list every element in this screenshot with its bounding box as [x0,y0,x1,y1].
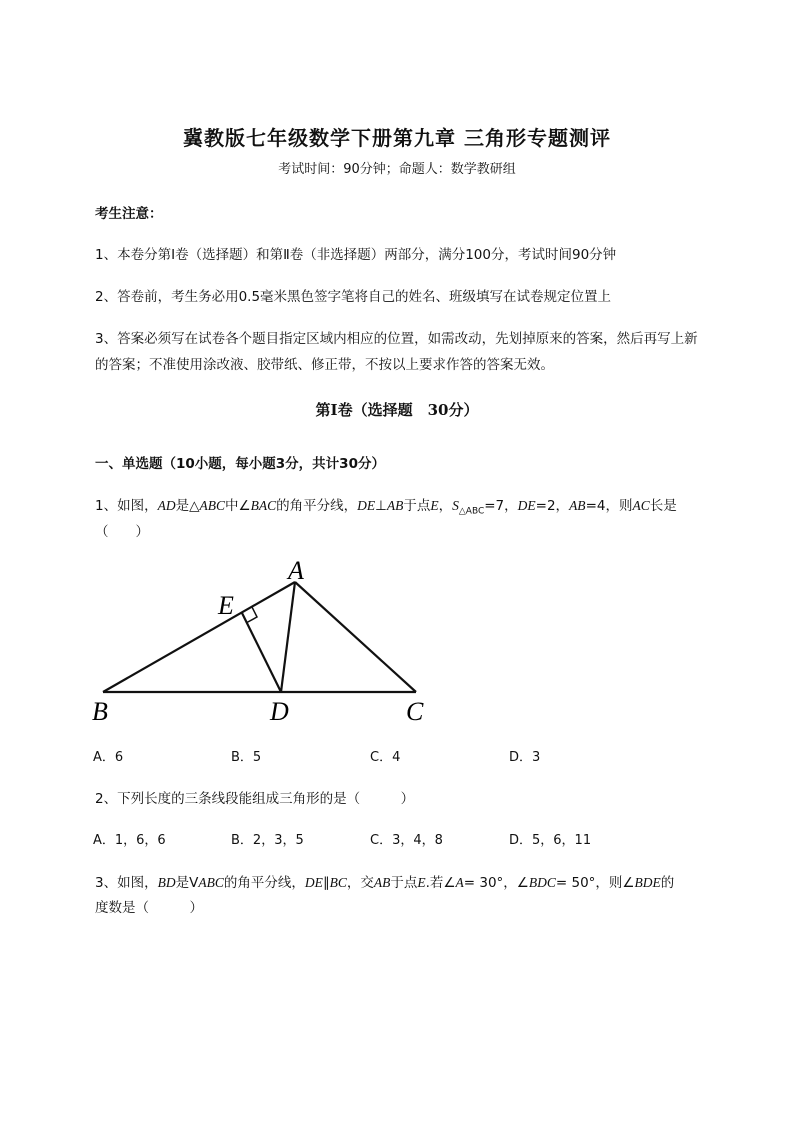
notice-heading: 考生注意： [95,206,163,222]
notice-item-3: 3、答案必须写在试卷各个题目指定区域内相应的位置，如需改动，先划掉原来的答案，然后再写上新 [95,331,698,347]
page-title: 冀教版七年级数学下册第九章 三角形专题测评 [183,126,611,150]
part-heading: 一、单选题（10小题，每小题3分，共计30分） [95,456,385,472]
label-c: C [406,697,424,726]
q1-option-b[interactable]: B．5 [231,750,262,765]
segment-ab [103,582,295,692]
segment-ad [281,582,295,692]
question-2-text: 2、下列长度的三条线段能组成三角形的是（ ） [95,791,415,807]
notice-item-3-cont: 的答案；不准使用涂改液、胶带纸、修正带，不按以上要求作答的答案无效。 [95,357,554,373]
q1-option-d[interactable]: D．3 [509,750,541,765]
question-1-text: 1、如图，AD是△ABC中∠BAC的角平分线，DE⊥AB于点E，$S_{\triangle ABC}=7$，DE=2，AB=4，则AC长是 [95,498,677,517]
q2-option-c[interactable]: C．3，4，8 [370,833,443,848]
question-3-blank: 度数是（ ） [95,900,203,916]
label-d: D [270,697,289,726]
triangle-figure [80,552,450,732]
question-3-text: 3、如图，BD是VABC的角平分线，DE∥BC，交AB于点E.若∠A= 30°，∠BDC= 50°，则∠BDE的 [95,875,675,891]
label-a: A [288,556,304,585]
notice-item-1: 1、本卷分第I卷（选择题）和第Ⅱ卷（非选择题）两部分，满分100分，考试时间90分钟 [95,247,617,263]
q1-option-c[interactable]: C．4 [370,750,401,765]
section-title: 第I卷（选择题 30分） [315,401,479,419]
q2-option-d[interactable]: D．5，6，11 [509,833,592,848]
q2-option-b[interactable]: B．2，3，5 [231,833,304,848]
q1-option-a[interactable]: A．6 [93,750,124,765]
exam-info: 考试时间：90分钟；命题人：数学教研组 [278,162,516,177]
label-b: B [92,697,108,726]
q2-option-a[interactable]: A．1，6，6 [93,833,166,848]
question-1-blank: （ ） [95,524,149,540]
segment-ac [295,582,416,692]
label-e: E [218,591,234,620]
notice-item-2: 2、答卷前，考生务必用0.5毫米黑色签字笔将自己的姓名、班级填写在试卷规定位置上 [95,289,612,305]
segment-de [242,613,281,692]
